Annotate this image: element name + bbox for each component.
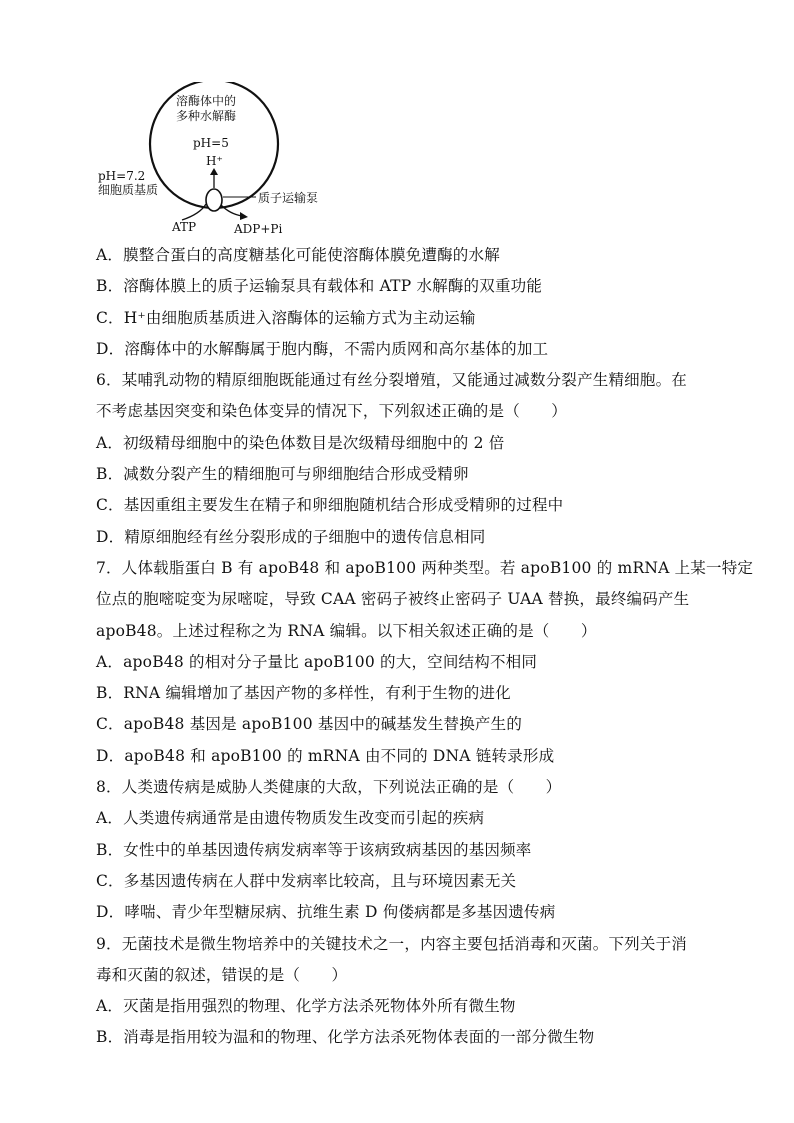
cytoplasm-label: 细胞质基质 xyxy=(98,183,159,197)
question-6-stem: 6．某哺乳动物的精原细胞既能通过有丝分裂增殖，又能通过减数分裂产生精细胞。在 xyxy=(96,371,687,390)
text-line: A．人类遗传病通常是由遗传物质发生改变而引起的疾病 xyxy=(96,809,485,828)
text-line: A．初级精母细胞中的染色体数目是次级精母细胞中的 2 倍 xyxy=(96,433,505,452)
enzyme-label-line1: 溶酶体中的 xyxy=(176,94,237,108)
text-line: D．哮喘、青少年型糖尿病、抗维生素 D 佝偻病都是多基因遗传病 xyxy=(96,903,556,922)
ph-inside-label: pH=5 xyxy=(193,136,229,150)
question-9-stem: 9．无菌技术是微生物培养中的关键技术之一，内容主要包括消毒和灭菌。下列关于消 xyxy=(96,934,687,953)
text-line: D．精原细胞经有丝分裂形成的子细胞中的遗传信息相同 xyxy=(96,527,486,546)
text-line: A．apoB48 的相对分子量比 apoB100 的大，空间结构不相同 xyxy=(96,652,538,671)
text-line: apoB48。上述过程称之为 RNA 编辑。以下相关叙述正确的是（ ） xyxy=(96,621,597,640)
proton-pump-shape xyxy=(206,189,222,211)
text-line: C．基因重组主要发生在精子和卵细胞随机结合形成受精卵的过程中 xyxy=(96,496,564,515)
lysosome-diagram xyxy=(90,82,350,242)
text-line: B．溶酶体膜上的质子运输泵具有载体和 ATP 水解酶的双重功能 xyxy=(96,277,543,296)
text-line: A．灭菌是指用强烈的物理、化学方法杀死物体外所有微生物 xyxy=(96,997,516,1016)
h-plus-label: H⁺ xyxy=(206,154,223,168)
text-line: C．H⁺由细胞质基质进入溶酶体的运输方式为主动运输 xyxy=(96,308,476,327)
text-line: B．消毒是指用较为温和的物理、化学方法杀死物体表面的一部分微生物 xyxy=(96,1028,595,1047)
text-line: C．apoB48 基因是 apoB100 基因中的碱基发生替换产生的 xyxy=(96,715,523,734)
question-text xyxy=(96,240,754,1054)
text-line: C．多基因遗传病在人群中发病率比较高，且与环境因素无关 xyxy=(96,871,517,890)
ph-outside-label: pH=7.2 xyxy=(98,169,146,183)
proton-pump-label: 质子运输泵 xyxy=(258,191,319,205)
question-8-stem: 8．人类遗传病是威胁人类健康的大敌，下列说法正确的是（ ） xyxy=(96,778,562,797)
question-7-stem: 7．人体载脂蛋白 B 有 apoB48 和 apoB100 两种类型。若 apoB100 的 mRNA 上某一特定 xyxy=(96,558,754,577)
text-line: 位点的胞嘧啶变为尿嘧啶，导致 CAA 密码子被终止密码子 UAA 替换，最终编码产生 xyxy=(96,590,690,609)
text-line: D．溶酶体中的水解酶属于胞内酶，不需内质网和高尔基体的加工 xyxy=(96,339,549,358)
text-line: B．RNA 编辑增加了基因产物的多样性，有利于生物的进化 xyxy=(96,684,511,703)
text-line: B．减数分裂产生的精细胞可与卵细胞结合形成受精卵 xyxy=(96,465,469,484)
text-line: 毒和灭菌的叙述，错误的是（ ） xyxy=(96,965,348,984)
text-line: B．女性中的单基因遗传病发病率等于该病致病基因的基因频率 xyxy=(96,840,532,859)
enzyme-label-line2: 多种水解酶 xyxy=(176,109,237,123)
atp-label: ATP xyxy=(172,220,197,234)
text-line: D．apoB48 和 apoB100 的 mRNA 由不同的 DNA 链转录形成 xyxy=(96,746,555,765)
text-line: A．膜整合蛋白的高度糖基化可能使溶酶体膜免遭酶的水解 xyxy=(96,246,500,264)
adp-label: ADP+Pi xyxy=(234,222,283,236)
text-line: 不考虑基因突变和染色体变异的情况下，下列叙述正确的是（ ） xyxy=(96,402,568,421)
